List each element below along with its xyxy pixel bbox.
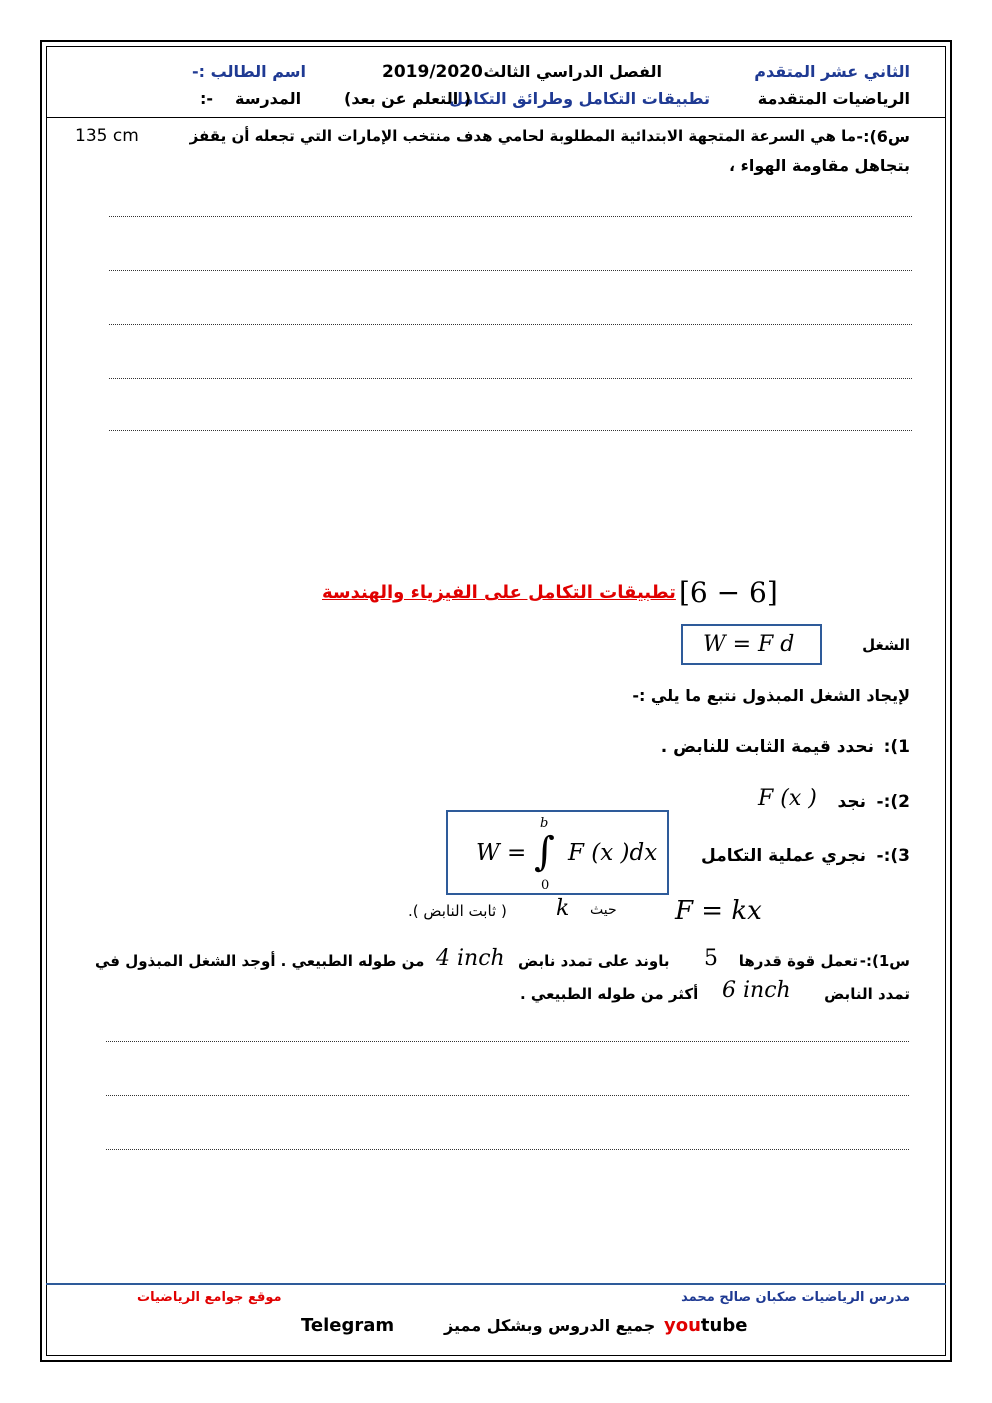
- teacher-name: مدرس الرياضيات صكبان صالح محمد: [681, 1290, 910, 1305]
- school-suffix: :-: [200, 89, 214, 108]
- hooke-where: حيث: [590, 902, 617, 918]
- step1-text: نحدد قيمة الثابت للنابض .: [660, 737, 874, 757]
- year-label: 2019/2020: [382, 62, 483, 82]
- integral-upper: b: [540, 816, 549, 831]
- q1-part4: تمدد النابض: [824, 985, 910, 1003]
- answer-line: [109, 430, 912, 431]
- lesson-title: تطبيقات التكامل وطرائق التكامل: [449, 89, 710, 108]
- q1-part1: تعمل قوة قدرها: [738, 952, 858, 970]
- work-label: الشغل: [862, 636, 910, 654]
- integral-box: [446, 810, 669, 895]
- work-formula-box: [681, 624, 822, 665]
- telegram-label[interactable]: Telegram: [301, 1315, 395, 1336]
- step2-text: نجد: [837, 792, 866, 812]
- q1-part3: من طوله الطبيعي . أوجد الشغل المبذول في: [95, 952, 425, 970]
- answer-line: [109, 270, 912, 271]
- semester-label: الفصل الدراسي الثالث: [483, 62, 662, 81]
- q1-part5: أكثر من طوله الطبيعي .: [520, 985, 699, 1003]
- hooke-desc: ( ثابت النابض ).: [408, 902, 507, 920]
- school-label: المدرسة: [235, 89, 302, 108]
- subject-label: الرياضيات المتقدمة: [757, 89, 910, 108]
- step1-number: 1):: [883, 737, 910, 757]
- q1-stretch: 4 inch: [436, 946, 505, 971]
- answer-line: [106, 1041, 909, 1042]
- answer-line: [109, 324, 912, 325]
- q6-text: ما هي السرعة المتجهة الابتدائية المطلوبة لحامي هدف منتخب الإمارات التي تجعله أن يقفز: [189, 127, 856, 145]
- answer-line: [106, 1149, 909, 1150]
- youtube-you: you: [664, 1315, 701, 1336]
- integral-right: F (x )dx: [568, 840, 658, 866]
- steps-intro: لإيجاد الشغل المبذول نتبع ما يلي :-: [632, 686, 910, 705]
- q1-force: 5: [704, 946, 718, 971]
- mode-label: ( التعلم عن بعد): [344, 89, 472, 108]
- header-divider: [46, 117, 946, 118]
- answer-line: [106, 1095, 909, 1096]
- q6-label: س6):-: [856, 127, 910, 146]
- integral-sign: ∫: [534, 829, 555, 875]
- section-title: تطبيقات التكامل على الفيزياء والهندسة: [322, 582, 676, 603]
- q1-part2: باوند على تمدد نابض: [518, 952, 670, 970]
- q1-stretch2: 6 inch: [722, 978, 791, 1003]
- integral-lower: 0: [541, 878, 550, 893]
- step2-math: F (x ): [758, 786, 817, 811]
- footer-divider: [46, 1283, 946, 1285]
- step3-number: 3):-: [876, 846, 910, 866]
- student-name-label: اسم الطالب :-: [192, 62, 306, 81]
- q6-line2: بتجاهل مقاومة الهواء ،: [729, 156, 910, 175]
- lessons-text: جميع الدروس وبشكل مميز: [444, 1316, 656, 1335]
- section-number: [6 − 6]: [679, 576, 778, 609]
- integral-left: W =: [476, 840, 527, 866]
- q1-label: س1):-: [859, 952, 910, 970]
- youtube-tube: tube: [700, 1315, 748, 1336]
- youtube-label[interactable]: [664, 1315, 747, 1336]
- q6-measure: 135 cm: [75, 126, 139, 146]
- grade-label: الثاني عشر المتقدم: [754, 62, 910, 81]
- hooke-formula: F = kx: [675, 896, 762, 926]
- answer-line: [109, 378, 912, 379]
- step3-text: نجري عملية التكامل: [701, 846, 866, 866]
- step2-number: 2):-: [876, 792, 910, 812]
- hooke-k: k: [556, 896, 570, 921]
- answer-line: [109, 216, 912, 217]
- work-formula: W = F d: [703, 632, 795, 657]
- site-name: موقع جوامع الرياضيات: [137, 1290, 282, 1305]
